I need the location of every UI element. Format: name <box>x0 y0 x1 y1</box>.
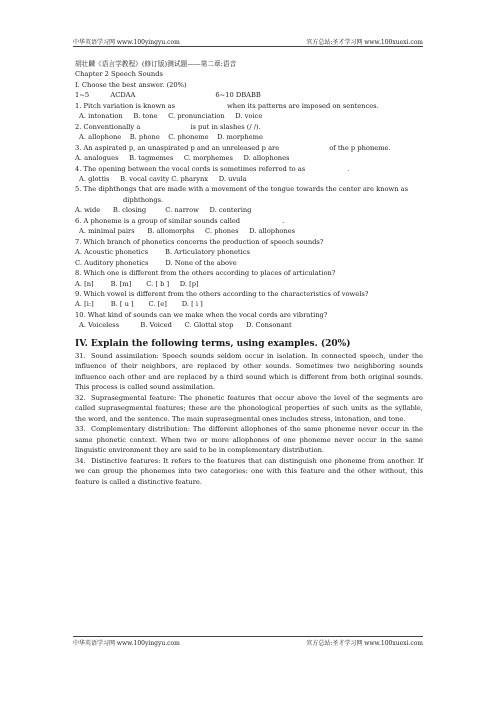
question-8: 8. Which one is different from the others according to places of articulation? <box>75 269 336 278</box>
term-text: Suprasegmental feature: The phonetic features that occur above the level of the segments are called suprasegmental features; these are the phonological properties of such units as the syllable, the word, and the sentence. The main suprasegmental ones includes stress, intonation, and tone. <box>75 393 423 423</box>
question-6-options: A. minimal pairs B. allomorphs C. phones D. allophones <box>79 227 296 236</box>
section-heading-4: IV. Explain the following terms, using examples. (20%) <box>75 338 351 349</box>
question-3-options: A. analogues B. tagmemes C. morphemes D. allophones <box>75 154 290 163</box>
document-title: 胡壮麟《语言学教程》(修订版)测试题——第二章:语音 <box>75 60 237 68</box>
question-text-end: . <box>282 216 285 225</box>
question-7: 7. Which branch of phonetics concerns the production of speech sounds? <box>75 237 324 246</box>
term-text: Complementary distribution: The different allophones of the same phoneme never occur in the same phonetic context. When two or more allophones of one phoneme never occur in the same linguistic environment they are said to be in complementary distribution. <box>75 425 423 455</box>
question-text-end: when its patterns are imposed on sentences. <box>227 101 379 110</box>
term-31 <box>75 351 423 393</box>
section-heading-1: I. Choose the best answer. (20%) <box>75 80 187 89</box>
question-8-options: A. [n] B. [m] C. [ b ] D. [p] <box>75 279 199 288</box>
question-5-options: A. wide B. closing C. narrow D. centering <box>75 206 252 215</box>
question-1-options: A. intonation B. tone C. pronunciation D. voice <box>79 112 263 121</box>
term-number: 31. <box>75 351 86 360</box>
question-3 <box>75 143 423 153</box>
question-text: 6. A phoneme is a group of similar sounds called <box>75 216 241 225</box>
header-divider <box>73 46 423 47</box>
term-text: Sound assimilation: Speech sounds seldom occur in isolation. In connected speech, under the influence of their neighbors, are replaced by other sounds. Sometimes two neighboring sounds influence each other and are replaced by a third sound which is different from both original sounds. This process is called sound assimilation. <box>75 351 423 392</box>
question-9-options: A. [i:] B. [ u ] C. [e] D. [ i ] <box>75 300 203 309</box>
question-2-options: A. allophone B. phone C. phoneme D. morpheme <box>79 133 263 142</box>
question-9: 9. Which vowel is different from the others according to the characteristics of vowels? <box>75 289 369 298</box>
question-text: 2. Conventionally a <box>75 122 141 131</box>
question-text: 4. The opening between the vocal cords is sometimes referred to as <box>75 164 306 173</box>
term-number: 32. <box>75 393 86 402</box>
question-text: 1. Pitch variation is known as <box>75 101 176 110</box>
header-left-site: 中华英语学习网 www.100yingyu.com <box>73 39 180 46</box>
footer-divider <box>73 636 423 637</box>
question-text-end: . <box>347 164 350 173</box>
chapter-heading: Chapter 2 Speech Sounds <box>75 70 163 79</box>
question-7-options-ab: A. Acoustic phonetics B. Articulatory phonetics <box>75 248 250 257</box>
answer-key-6-10: 6~10 DBABB <box>215 91 261 100</box>
document-body <box>75 59 423 487</box>
question-4 <box>75 164 423 174</box>
term-33 <box>75 424 423 456</box>
term-34 <box>75 456 423 488</box>
question-7-options-cd: C. Auditory phonetics D. None of the above <box>75 258 237 267</box>
question-1 <box>75 101 423 111</box>
question-text-end: of the p phoneme. <box>329 143 391 152</box>
question-5: 5. The diphthongs that are made with a movement of the tongue towards the center are known as <box>75 185 409 194</box>
header-right-site: 官方总站:圣才学习网 www.100xuexi.com <box>306 39 423 46</box>
question-text-end: is put in slashes (/ /). <box>190 122 261 131</box>
term-text: Distinctive features: It refers to the features that can distinguish one phoneme from another. If we can group the phonemes into two categories: one with this feature and the other without, this feature is called a distinctive feature. <box>75 456 423 486</box>
footer-left-site: 中华英语学习网 www.100yingyu.com <box>73 640 180 647</box>
answer-key-1-5: 1~5 ACDAA <box>75 91 136 100</box>
term-32 <box>75 393 423 425</box>
question-text: 3. An aspirated p, an unaspirated p and an unreleased p are <box>75 143 280 152</box>
question-4-options: A. glottis B. vocal cavity C. pharynx D. uvula <box>79 174 247 183</box>
question-2 <box>75 122 423 132</box>
term-number: 33. <box>75 425 86 434</box>
term-number: 34. <box>75 456 86 465</box>
question-10: 10. What kind of sounds can we make when the vocal cords are vibrating? <box>75 310 328 319</box>
question-5-continued: diphthongs. <box>123 195 164 204</box>
question-6 <box>75 216 423 226</box>
footer-right-site: 官方总站:圣才学习网 www.100xuexi.com <box>306 640 423 647</box>
answer-key <box>75 90 423 100</box>
question-10-options: A. Voiceless B. Voiced C. Glottal stop D. Consonant <box>79 321 292 330</box>
